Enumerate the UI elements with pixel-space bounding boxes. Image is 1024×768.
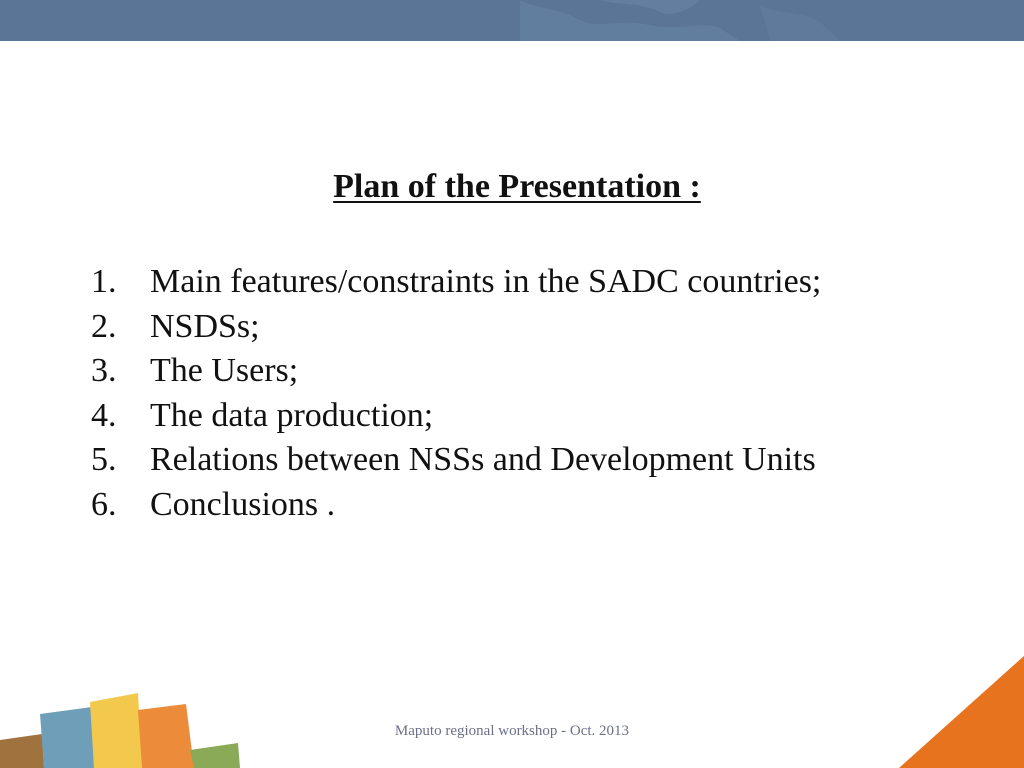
agenda-list — [91, 260, 821, 527]
footer-text: Maputo regional workshop - Oct. 2013 — [394, 723, 630, 739]
list-item-number: 1. — [91, 263, 117, 300]
list-item — [91, 305, 821, 350]
list-item-text: Relations between NSSs and Development Units — [150, 441, 816, 478]
list-item-number: 3. — [91, 352, 117, 389]
bar-green — [190, 743, 240, 768]
list-item-number: 5. — [91, 441, 117, 478]
corner-accent — [899, 656, 1024, 768]
list-item — [91, 260, 821, 305]
slide-title: Plan of the Presentation : — [333, 168, 701, 205]
list-item-text: Main features/constraints in the SADC countries; — [150, 263, 822, 300]
list-item — [91, 349, 821, 394]
list-item — [91, 438, 821, 483]
list-item-number: 6. — [91, 485, 117, 523]
world-map-watermark-icon — [0, 0, 1024, 41]
top-banner — [0, 0, 1024, 41]
list-item-number: 4. — [91, 396, 117, 434]
list-item-text: Conclusions . — [150, 485, 336, 523]
list-item — [91, 483, 821, 528]
list-item-text: NSDSs; — [150, 307, 260, 345]
list-item-text: The data production; — [150, 396, 434, 434]
list-item-text: The Users; — [150, 352, 299, 389]
list-item — [91, 394, 821, 439]
list-item-number: 2. — [91, 307, 117, 345]
